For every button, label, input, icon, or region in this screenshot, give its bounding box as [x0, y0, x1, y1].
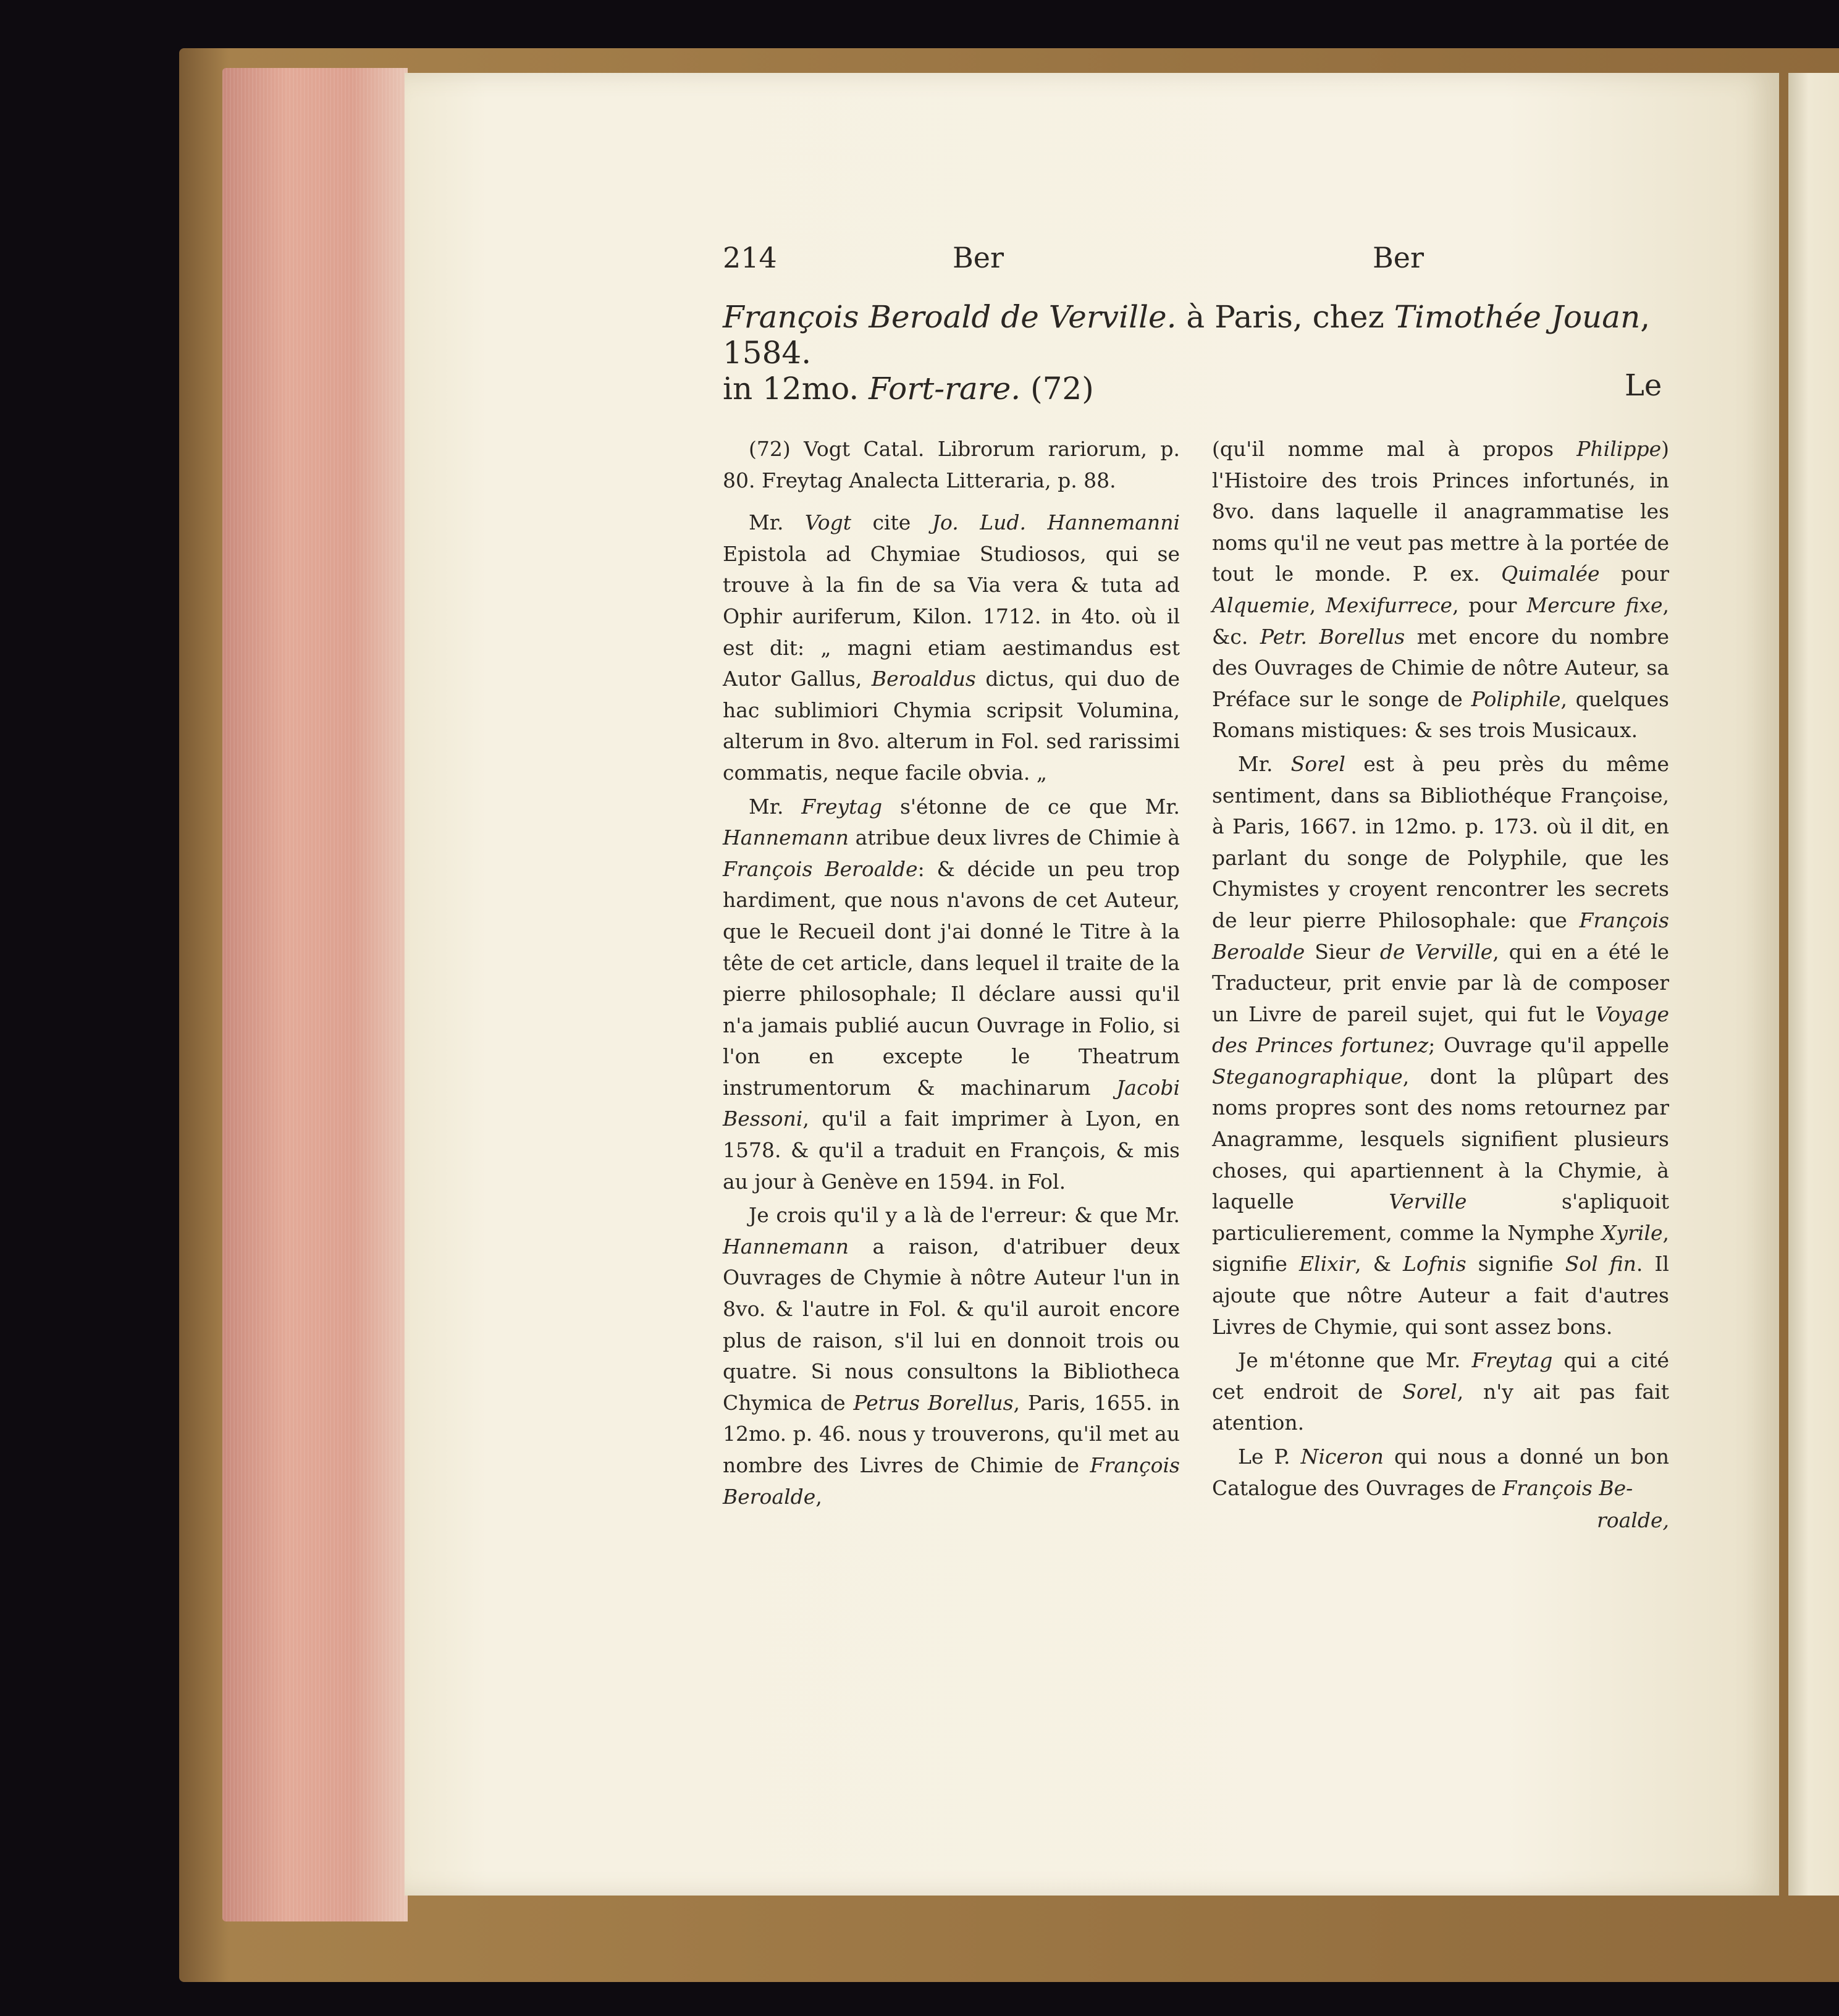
footnote-ref: (72) — [1020, 371, 1094, 407]
page-number: 214 — [723, 241, 777, 274]
facing-page-edge — [1788, 73, 1839, 1896]
catchword: Le — [1625, 368, 1662, 403]
right-column — [1212, 434, 1669, 1539]
paragraph: (qu'il nomme mal à propos Philippe) l'Histoire des trois Princes infortunés, in 8vo. dans laquelle il anagrammatise les noms qu'il ne veut pas mettre à la portée de tout le monde. P. ex. Quimalée pour Alquemie, Mexifurrece, pour Mercure fixe, &c. Petr. Borellus met encore du nombre des Ouvrages de Chimie de nôtre Auteur, sa Préface sur le songe de Poliphile, quelques Romans mistiques: & ses trois Musicaux. — [1212, 437, 1669, 743]
paragraph: Le P. Niceron qui nous a donné un bon Catalogue des Ouvrages de François Be- — [1212, 1445, 1669, 1500]
paragraph-continuation: roalde, — [1596, 1508, 1669, 1533]
paragraph: Mr. Sorel est à peu près du même sentiment, dans sa Bibliothéque Françoise, à Paris, 1667. in 12mo. p. 173. où il dit, en parlant du songe de Polyphile, que les Chymistes y croyent rencontrer les secrets de leur pierre Philosophale: que François Beroalde Sieur de Verville, qui en a été le Traducteur, prit envie par là de composer un Livre de pareil sujet, qui fut le Voyage des Princes fortunez; Ouvrage qu'il appelle Steganographique, dont la plûpart des noms propres sont des noms retournez par Anagramme, lesquels signifient plusieurs choses, qui apartiennent à la Chymie, à laquelle Verville s'apliquoit particulierement, comme la Nymphe Xyrile, signifie Elixir, & Lofnis signifie Sol fin. Il ajoute que nôtre Auteur a fait d'autres Livres de Chymie, qui sont assez bons. — [1212, 751, 1670, 1339]
running-head-left: Ber — [953, 241, 1004, 274]
footnote-72: (72) Vogt Catal. Librorum rariorum, p. 80. Freytag Analecta Litteraria, p. 88. — [723, 437, 1180, 492]
paragraph: Mr. Freytag s'étonne de ce que Mr. Hannemann atribue deux livres de Chimie à François Beroalde: & décide un peu trop hardiment, que nous n'avons de cet Auteur, que le Recueil dont j'ai donné le Titre à la tête de cet article, dans lequel il traite de la pierre philosophale; Il déclare aussi qu'il n'a jamais publié aucun Ouvrage in Folio, si l'on en excepte le Theatrum instrumentorum & machinarum Jacobi Bessoni, qu'il a fait imprimer à Lyon, en 1578. & qu'il a traduit en François, & mis au jour à Genève en 1594. in Fol. — [723, 794, 1180, 1194]
author-name: François Beroald de Verville. — [723, 299, 1177, 335]
running-head-right: Ber — [1373, 241, 1424, 274]
rarity-note: Fort-rare. — [869, 371, 1021, 407]
page-header — [723, 241, 1680, 284]
printer-name: Timothée Jouan — [1394, 299, 1641, 335]
bibliographic-title — [723, 299, 1674, 407]
left-column — [723, 434, 1180, 1515]
paragraph: Mr. Vogt cite Jo. Lud. Hannemanni Epistola ad Chymiae Studiosos, qui se trouve à la fin de sa Via vera & tuta ad Ophir auriferum, Kilon. 1712. in 4to. où il est dit: „ magni etiam aestimandus est Autor Gallus, Beroaldus dictus, qui duo de hac sublimiori Chymia scripsit Volumina, alterum in 8vo. alterum in Fol. sed rarissimi commatis, neque facile obvia. „ — [723, 510, 1180, 785]
paragraph: Je crois qu'il y a là de l'erreur: & que Mr. Hannemann a raison, d'atribuer deux Ouvrages de Chymie à nôtre Auteur l'un in 8vo. & l'autre in Fol. & qu'il auroit encore plus de raison, s'il lui en donnoit trois ou quatre. Si nous consultons la Bibliotheca Chymica de Petrus Borellus, Paris, 1655. in 12mo. p. 46. nous y trouverons, qu'il met au nombre des Livres de Chimie de François Beroalde, — [723, 1203, 1180, 1509]
page-edges — [222, 68, 408, 1921]
publication-year: , 1584. — [723, 299, 1651, 371]
paragraph: Je m'étonne que Mr. Freytag qui a cité cet endroit de Sorel, n'y ait pas fait atention. — [1212, 1348, 1669, 1435]
title-line-2: in 12mo. Fort-rare. (72) — [723, 371, 1094, 407]
title-line-1: François Beroald de Verville. à Paris, chez Timothée Jouan, 1584. — [723, 299, 1651, 371]
